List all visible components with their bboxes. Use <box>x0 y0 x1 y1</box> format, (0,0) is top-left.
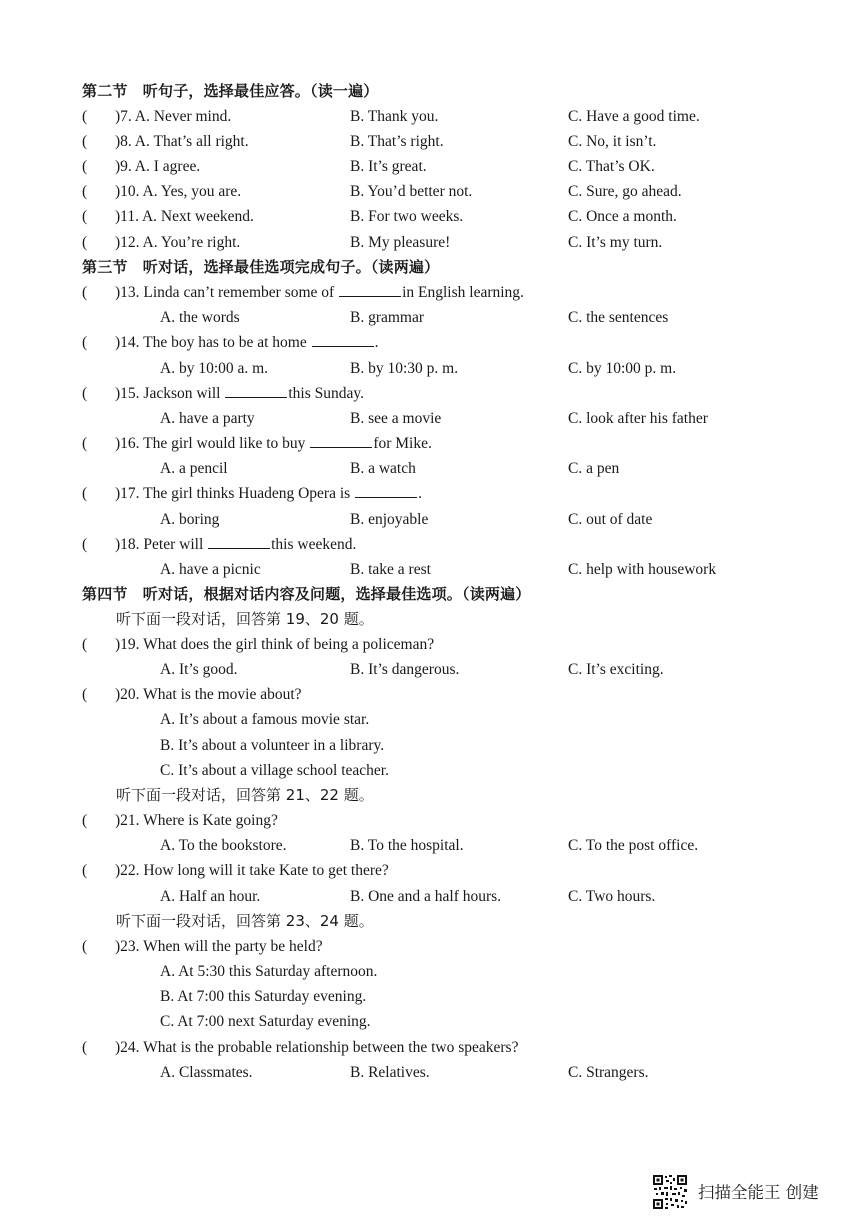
question-stem-with-option-a: )9. A. I agree. <box>115 158 201 175</box>
option-c: C. look after his father <box>568 410 708 427</box>
option-a: A. It’s about a famous movie star. <box>160 711 370 728</box>
option-c: C. At 7:00 next Saturday evening. <box>160 1013 371 1030</box>
answer-paren: ( <box>82 108 88 125</box>
question-stem-with-option-a: )11. A. Next weekend. <box>115 208 254 225</box>
option-b: B. It’s great. <box>350 158 427 175</box>
answer-paren: ( <box>82 1039 88 1056</box>
option-c: C. Strangers. <box>568 1064 649 1081</box>
option-a: A. Classmates. <box>160 1064 253 1081</box>
option-b: B. a watch <box>350 460 416 477</box>
answer-paren: ( <box>82 435 88 452</box>
option-a: A. At 5:30 this Saturday afternoon. <box>160 963 378 980</box>
option-a: A. It’s good. <box>160 661 238 678</box>
answer-blank <box>312 331 374 347</box>
option-c: C. Once a month. <box>568 208 677 225</box>
stem-text: )15. Jackson will <box>115 385 225 402</box>
question-stem <box>115 330 378 355</box>
option-b: B. It’s dangerous. <box>350 661 460 678</box>
watermark-text: 扫描全能王 创建 <box>698 1183 819 1202</box>
option-c: C. It’s about a village school teacher. <box>160 762 389 779</box>
question-stem: )20. What is the movie about? <box>115 686 302 703</box>
option-c: C. help with housework <box>568 561 717 578</box>
answer-paren: ( <box>82 385 88 402</box>
stem-text: )17. The girl thinks Huadeng Opera is <box>115 485 355 502</box>
option-b: B. To the hospital. <box>350 837 464 854</box>
stem-text: )13. Linda can’t remember some of <box>115 284 339 301</box>
option-b: B. That’s right. <box>350 133 444 150</box>
option-b: B. One and a half hours. <box>350 888 502 905</box>
answer-blank <box>208 533 270 549</box>
question-stem <box>115 532 356 557</box>
stem-text: )16. The girl would like to buy <box>115 435 310 452</box>
answer-paren: ( <box>82 133 88 150</box>
answer-paren: ( <box>82 158 88 175</box>
option-c: C. out of date <box>568 511 653 528</box>
question-stem: )24. What is the probable relationship between the two speakers? <box>115 1039 519 1056</box>
option-a: A. To the bookstore. <box>160 837 287 854</box>
question-stem <box>115 481 422 506</box>
option-b: B. You’d better not. <box>350 183 473 200</box>
dialogue-intro: 听下面一段对话，回答第 21、22 题。 <box>116 786 374 804</box>
option-a: A. a pencil <box>160 460 228 477</box>
question-stem: )21. Where is Kate going? <box>115 812 278 829</box>
answer-paren: ( <box>82 234 88 251</box>
dialogue-intro: 听下面一段对话，回答第 23、24 题。 <box>116 912 374 930</box>
section4-heading: 第四节 听对话，根据对话内容及问题，选择最佳选项。（读两遍） <box>82 585 531 603</box>
option-c: C. It’s my turn. <box>568 234 663 251</box>
option-a: A. by 10:00 a. m. <box>160 360 269 377</box>
question-stem-with-option-a: )8. A. That’s all right. <box>115 133 249 150</box>
answer-paren: ( <box>82 183 88 200</box>
stem-text-after: . <box>418 485 422 502</box>
stem-text-after: in English learning. <box>402 284 524 301</box>
question-stem-with-option-a: )10. A. Yes, you are. <box>115 183 242 200</box>
answer-paren: ( <box>82 686 88 703</box>
option-a: A. Half an hour. <box>160 888 261 905</box>
option-b: B. take a rest <box>350 561 431 578</box>
stem-text-after: this weekend. <box>271 536 357 553</box>
answer-paren: ( <box>82 208 88 225</box>
option-c: C. by 10:00 p. m. <box>568 360 677 377</box>
qr-code-icon <box>652 1174 688 1210</box>
stem-text-after: this Sunday. <box>288 385 364 402</box>
option-c: C. Two hours. <box>568 888 656 905</box>
option-c: C. No, it isn’t. <box>568 133 657 150</box>
option-c: C. Sure, go ahead. <box>568 183 682 200</box>
question-stem <box>115 431 432 456</box>
answer-paren: ( <box>82 636 88 653</box>
answer-paren: ( <box>82 862 88 879</box>
answer-blank <box>355 482 417 498</box>
answer-blank <box>225 382 287 398</box>
stem-text-after: . <box>374 334 379 351</box>
dialogue-intro: 听下面一段对话，回答第 19、20 题。 <box>116 610 374 628</box>
option-c: C. It’s exciting. <box>568 661 664 678</box>
section2-heading: 第二节 听句子，选择最佳应答。（读一遍） <box>82 82 379 100</box>
question-stem: )22. How long will it take Kate to get there? <box>115 862 389 879</box>
question-stem-with-option-a: )7. A. Never mind. <box>115 108 232 125</box>
question-stem <box>115 280 524 305</box>
answer-paren: ( <box>82 284 88 301</box>
answer-paren: ( <box>82 485 88 502</box>
option-a: A. the words <box>160 309 240 326</box>
option-a: A. boring <box>160 511 220 528</box>
question-stem: )19. What does the girl think of being a policeman? <box>115 636 435 653</box>
answer-paren: ( <box>82 812 88 829</box>
answer-paren: ( <box>82 938 88 955</box>
option-c: C. That’s OK. <box>568 158 655 175</box>
answer-blank <box>310 432 372 448</box>
option-b: B. see a movie <box>350 410 442 427</box>
answer-blank <box>339 281 401 297</box>
option-a: A. have a party <box>160 410 255 427</box>
option-c: C. Have a good time. <box>568 108 700 125</box>
option-b: B. It’s about a volunteer in a library. <box>160 737 385 754</box>
option-b: B. Relatives. <box>350 1064 430 1081</box>
question-stem-with-option-a: )12. A. You’re right. <box>115 234 241 251</box>
question-stem <box>115 381 364 406</box>
stem-text: )18. Peter will <box>115 536 208 553</box>
answer-paren: ( <box>82 536 88 553</box>
option-c: C. To the post office. <box>568 837 699 854</box>
question-stem: )23. When will the party be held? <box>115 938 323 955</box>
scanner-watermark <box>652 1172 852 1212</box>
option-b: B. enjoyable <box>350 511 429 528</box>
option-b: B. My pleasure! <box>350 234 451 251</box>
option-c: C. the sentences <box>568 309 669 326</box>
stem-text-after: for Mike. <box>373 435 432 452</box>
option-c: C. a pen <box>568 460 620 477</box>
option-b: B. grammar <box>350 309 425 326</box>
option-b: B. Thank you. <box>350 108 439 125</box>
option-b: B. For two weeks. <box>350 208 464 225</box>
section3-heading: 第三节 听对话，选择最佳选项完成句子。（读两遍） <box>82 258 440 276</box>
option-b: B. At 7:00 this Saturday evening. <box>160 988 367 1005</box>
answer-paren: ( <box>82 334 88 351</box>
option-a: A. have a picnic <box>160 561 261 578</box>
option-b: B. by 10:30 p. m. <box>350 360 459 377</box>
stem-text: )14. The boy has to be at home <box>115 334 311 351</box>
